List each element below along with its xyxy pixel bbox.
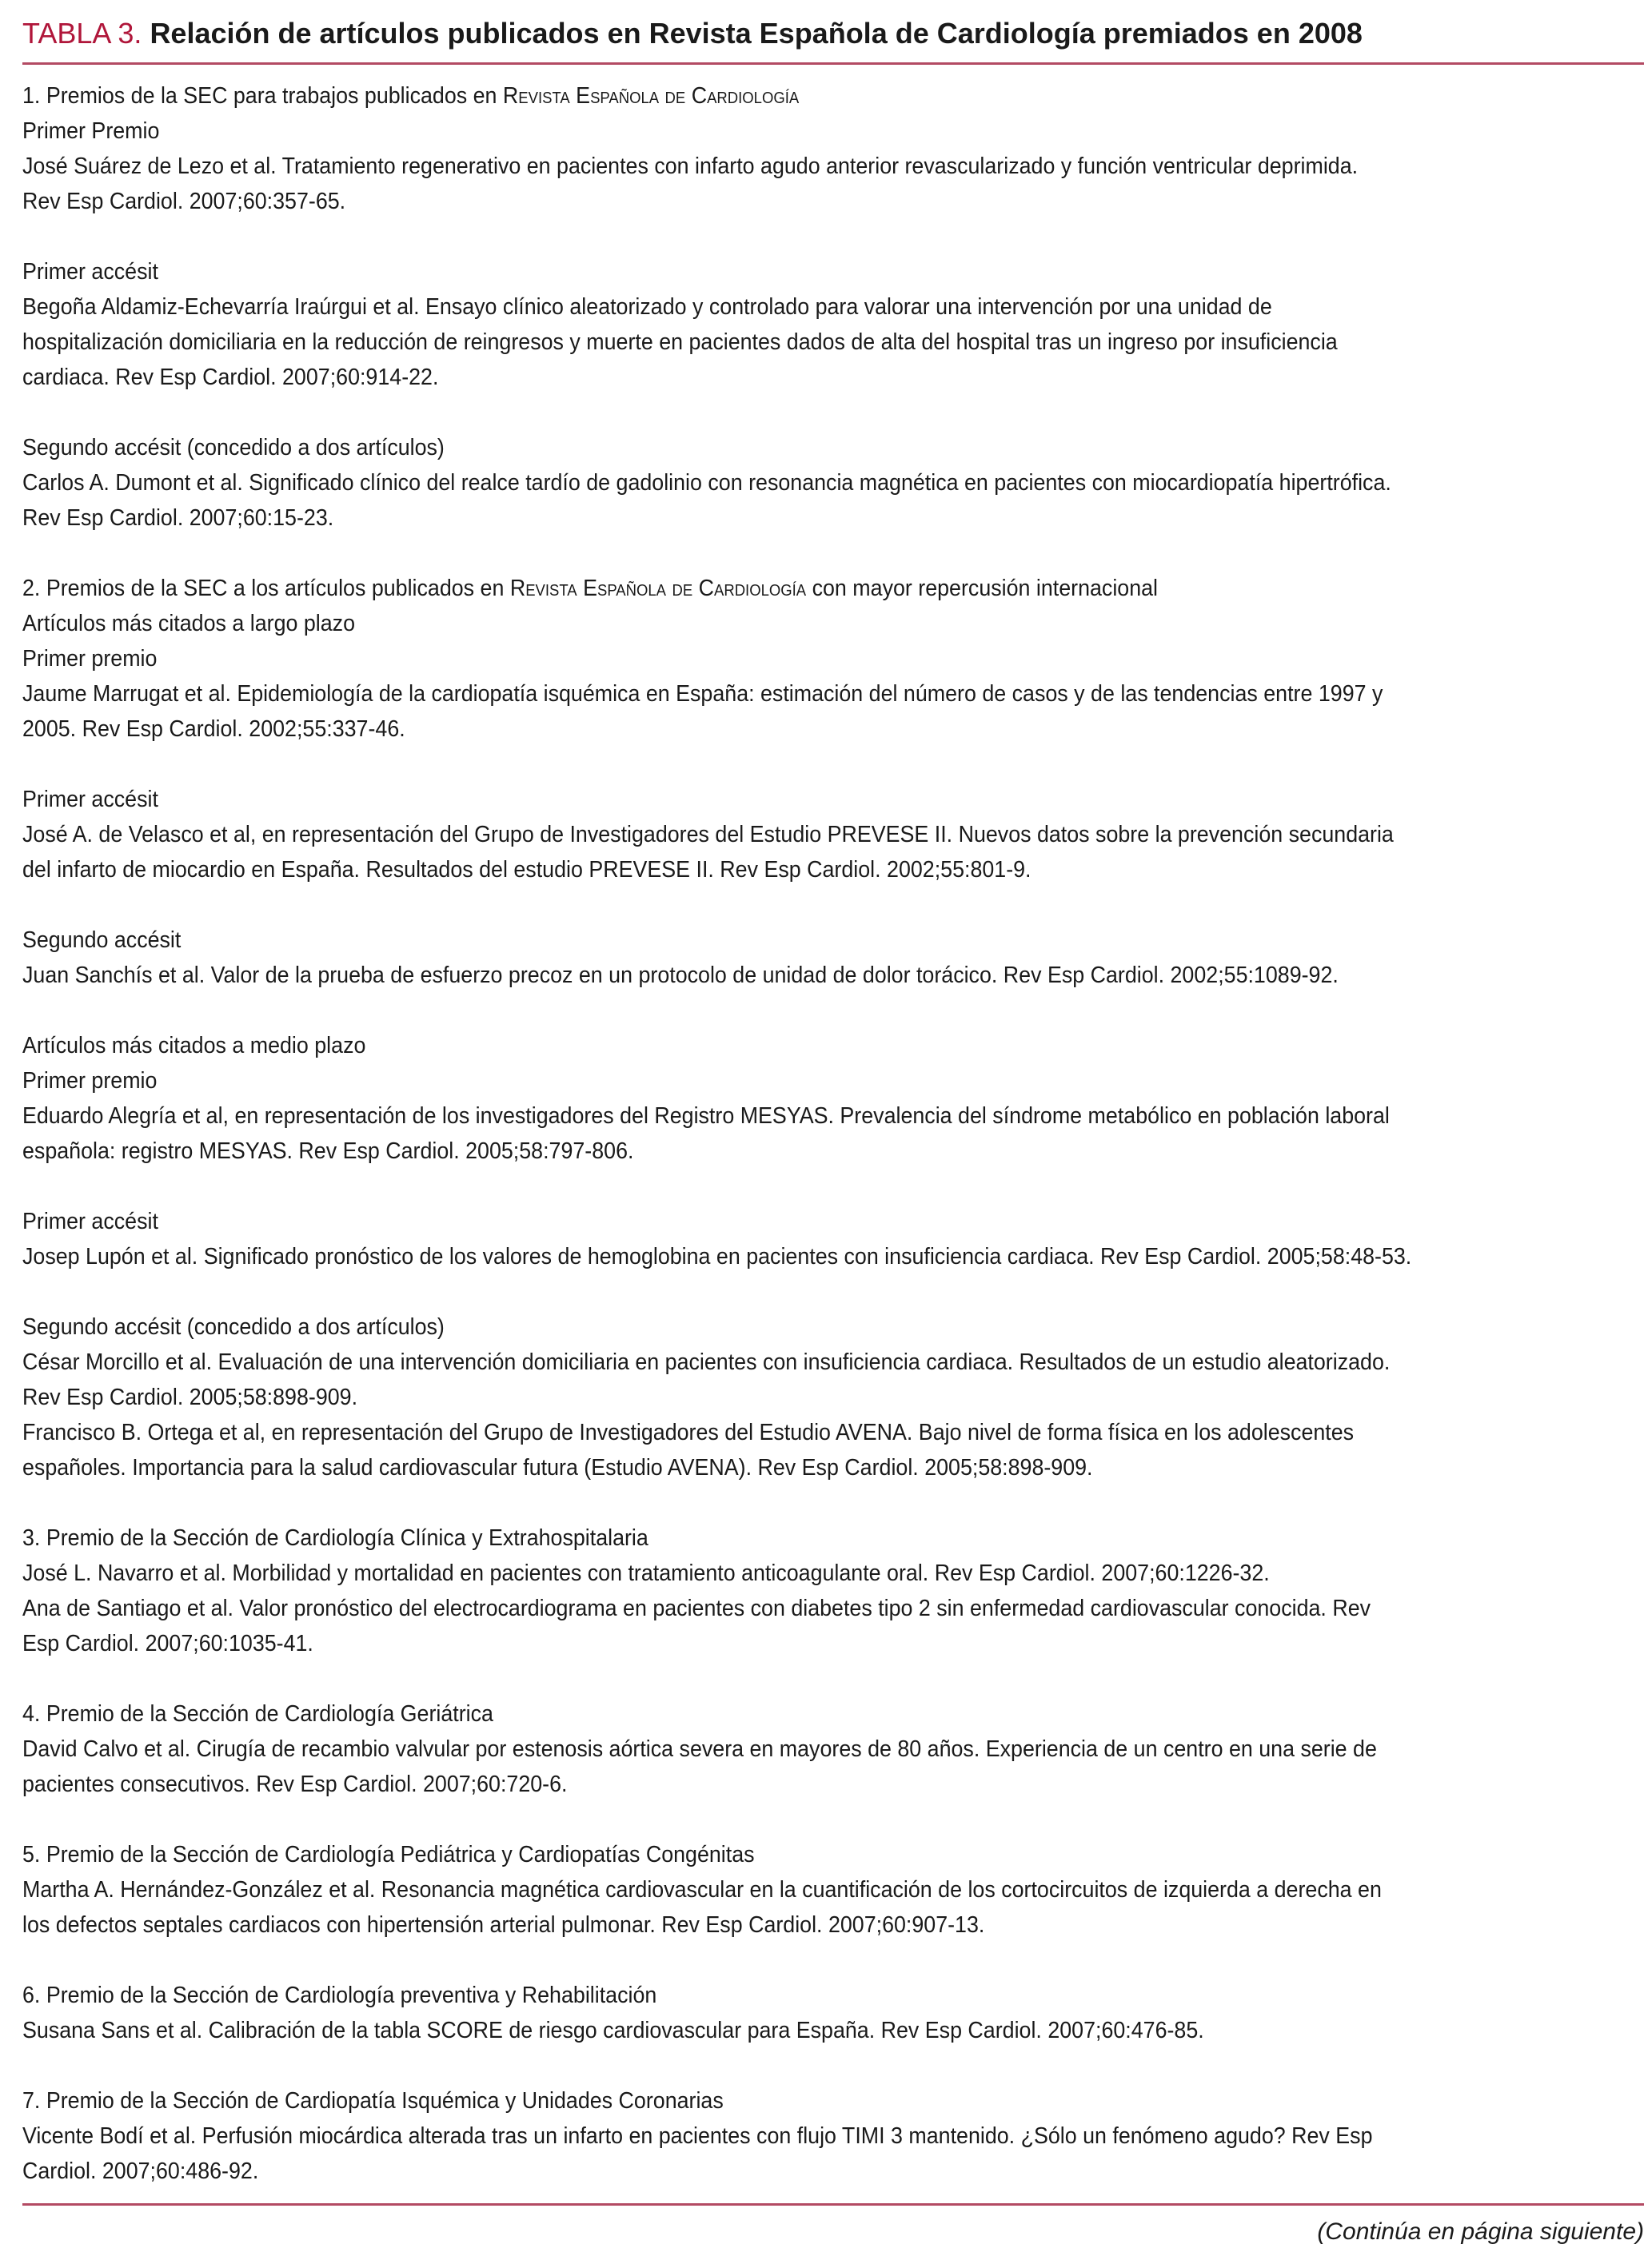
article-entry: Josep Lupón et al. Significado pronóstico de los valores de hemoglobina en pacientes con insuficiencia cardiaca. Rev Esp Cardiol. 2005;58:48-53. — [22, 1244, 1412, 1270]
article-entry: Jaume Marrugat et al. Epidemiología de la cardiopatía isquémica en España: estimación del número de casos y de las tendencias entre 1997 y 2005. Rev Esp Cardiol. 2002;55:337-46. — [22, 681, 1383, 742]
journal-name: Revista Española de Cardiología — [502, 83, 800, 109]
article-entry: David Calvo et al. Cirugía de recambio valvular por estenosis aórtica severa en mayores de 80 años. Experiencia de un centro en una serie de pacientes consecutivos. Rev Esp Cardiol. 2007;60:720-6. — [22, 1736, 1377, 1797]
article-entry: José L. Navarro et al. Morbilidad y mortalidad en pacientes con tratamiento anticoagulante oral. Rev Esp Cardiol. 2007;60:1226-32. — [22, 1560, 1270, 1586]
article-entry: Francisco B. Ortega et al, en representación del Grupo de Investigadores del Estudio AVENA. Bajo nivel de forma física en los adolescentes españoles. Importancia para la salud cardiovascular futura (Estudio AVENA). Rev Esp Cardiol. 2005;58:898-909. — [22, 1420, 1355, 1481]
award-subheading: Primer Premio — [22, 118, 160, 144]
award-subheading: Primer premio — [22, 646, 158, 672]
article-entry: José Suárez de Lezo et al. Tratamiento regenerativo en pacientes con infarto agudo anterior revascularizado y función ventricular deprimida. Rev Esp Cardiol. 2007;60:357-65. — [22, 153, 1359, 214]
table-caption — [22, 16, 1363, 51]
section-heading: 3. Premio de la Sección de Cardiología Clínica y Extrahospitalaria — [22, 1525, 648, 1551]
article-entry: Martha A. Hernández-González et al. Resonancia magnética cardiovascular en la cuantificación de los cortocircuitos de izquierda a derecha en los defectos septales cardiacos con hipertensión arterial pulmonar. Rev Esp Cardiol. 2007;60:907-13. — [22, 1877, 1382, 1938]
article-entry: Ana de Santiago et al. Valor pronóstico del electrocardiograma en pacientes con diabetes tipo 2 sin enfermedad cardiovascular conocida. Rev Esp Cardiol. 2007;60:1035-41. — [22, 1596, 1371, 1656]
continued-note: (Continúa en página siguiente) — [1317, 2218, 1644, 2245]
article-entry: Carlos A. Dumont et al. Significado clínico del realce tardío de gadolinio con resonancia magnética en pacientes con miocardiopatía hipertrófica. Rev Esp Cardiol. 2007;60:15-23. — [22, 470, 1391, 531]
award-subheading: Primer accésit — [22, 1209, 158, 1234]
table-label: TABLA 3. — [22, 17, 142, 50]
section-heading: 4. Premio de la Sección de Cardiología Geriátrica — [22, 1701, 493, 1727]
award-subheading: Segundo accésit (concedido a dos artículos) — [22, 1314, 445, 1340]
award-subheading: Primer accésit — [22, 259, 158, 285]
article-entry: José A. de Velasco et al, en representación del Grupo de Investigadores del Estudio PREVESE II. Nuevos datos sobre la prevención secundaria del infarto de miocardio en España. Resultados del estudio PREVESE II. Rev Esp Cardiol. 2002;55:801-9. — [22, 822, 1394, 883]
article-entry: Eduardo Alegría et al, en representación de los investigadores del Registro MESYAS. Prevalencia del síndrome metabólico en población laboral española: registro MESYAS. Rev Esp Cardiol. 2005;58:797-806. — [22, 1103, 1390, 1164]
award-subheading: Segundo accésit — [22, 927, 182, 953]
article-entry: Begoña Aldamiz-Echevarría Iraúrgui et al. Ensayo clínico aleatorizado y controlado para valorar una intervención por una unidad de hospitalización domiciliaria en la reducción de reingresos y muerte en pacientes dados de alta del hospital tras un ingreso por insuficiencia cardiaca. Rev Esp Cardiol. 2007;60:914-22. — [22, 294, 1338, 390]
section-heading: 5. Premio de la Sección de Cardiología Pediátrica y Cardiopatías Congénitas — [22, 1842, 755, 1867]
section-heading: 6. Premio de la Sección de Cardiología preventiva y Rehabilitación — [22, 1983, 657, 2008]
table-title: Relación de artículos publicados en Revista Española de Cardiología premiados en 2008 — [150, 17, 1363, 50]
award-subheading: Primer premio — [22, 1068, 158, 1094]
group-heading: Artículos más citados a largo plazo — [22, 611, 355, 636]
journal-name: Revista Española de Cardiología — [509, 576, 807, 601]
bottom-rule — [22, 2203, 1644, 2206]
article-entry: César Morcillo et al. Evaluación de una intervención domiciliaria en pacientes con insuficiencia cardiaca. Resultados de un estudio aleatorizado. Rev Esp Cardiol. 2005;58:898-909. — [22, 1349, 1391, 1410]
article-entry: Juan Sanchís et al. Valor de la prueba de esfuerzo precoz en un protocolo de unidad de dolor torácico. Rev Esp Cardiol. 2002;55:1089-92. — [22, 963, 1339, 988]
article-entry: Vicente Bodí et al. Perfusión miocárdica alterada tras un infarto en pacientes con flujo TIMI 3 mantenido. ¿Sólo un fenómeno agudo? Rev Esp Cardiol. 2007;60:486-92. — [22, 2123, 1373, 2184]
section-heading: 2. Premios de la SEC a los artículos publicados en Revista Española de Cardiología con mayor repercusión internacional — [22, 576, 1159, 601]
award-subheading: Segundo accésit (concedido a dos artículos) — [22, 435, 445, 460]
table-body — [22, 78, 1644, 2189]
award-subheading: Primer accésit — [22, 787, 158, 812]
article-entry: Susana Sans et al. Calibración de la tabla SCORE de riesgo cardiovascular para España. Rev Esp Cardiol. 2007;60:476-85. — [22, 2018, 1204, 2043]
section-heading: 1. Premios de la SEC para trabajos publicados en Revista Española de Cardiología — [22, 83, 800, 109]
section-heading: 7. Premio de la Sección de Cardiopatía Isquémica y Unidades Coronarias — [22, 2088, 724, 2114]
group-heading: Artículos más citados a medio plazo — [22, 1033, 366, 1058]
top-rule — [22, 62, 1644, 65]
